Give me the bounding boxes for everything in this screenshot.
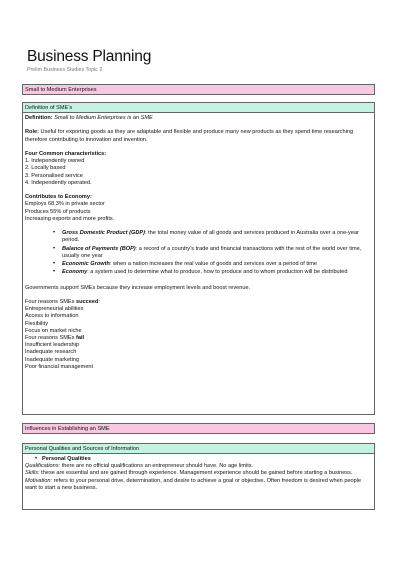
section-bar-sme: Small to Medium Enterprises [22,84,375,95]
term-gdp-text: : the total money value of all goods and services produced in Australia over a one-year period. [62,230,359,244]
fail-prefix: Four reasons SMEs [25,335,76,341]
economy-terms-list [25,230,372,276]
succeed-heading [25,299,372,306]
motivation-label: Motivation: [25,477,53,484]
list-item [62,246,372,260]
definition-text: Small to Medium Enterprises is an SME [54,115,153,121]
contributes-item: Increasing exports and more profits. [25,215,115,222]
term-growth-text: : when a nation increases the real value of goods and services over a period of time [109,261,317,267]
succeed-item: Access to information [25,313,79,320]
list-item [62,230,372,244]
contributes-heading: Contributes to Economy: [25,194,92,201]
contributes-item: Employs 68.3% in private sector [25,201,105,208]
term-bop: Balance of Payments (BOP) [62,245,136,252]
skills-paragraph [25,470,372,477]
personal-box [22,454,375,510]
fail-item: Insufficient leadership [25,342,80,349]
succeed-suffix: : [98,298,100,305]
qualifications-text: there are no official qualifications an entrepreneur should have. No age limits. [60,463,254,470]
succeed-item: Flexibility [25,320,49,327]
fail-item: Poor financial management [25,363,94,370]
characteristic-item: 1. Independently owned [25,158,85,165]
support-text: Governments support SMEs because they increase employment levels and boost revenue. [25,284,251,291]
succeed-prefix: Four reasons SMEs [25,298,76,305]
term-economy-text: : a system used to determine what to produce, how to produce and to whom production will be distributed [87,269,348,276]
role-text: Useful for exporting goods as they are adaptable and flexible and produce many new products as they spend time researching therefore contributing to innovation and invention. [25,129,354,143]
term-economy: Economy [62,269,88,276]
characteristic-item: 2. Locally based [25,165,66,172]
role-label: Role: [25,129,39,136]
list-item [42,456,372,463]
personal-list [25,456,372,463]
term-gdp: Gross Domestic Product (GDP) [62,230,145,237]
definition-label: Definition: [25,115,53,121]
term-growth: Economic Growth [62,261,110,267]
section-bar-definition: Definition of SME’s [22,102,375,113]
list-item [62,261,372,268]
fail-item: Inadequate marketing [25,356,80,363]
succeed-item: Focus on market niche [25,327,82,334]
page-subtitle: Prelim Business Studies Topic 2 [27,67,103,73]
succeed-item: Entrepreneurial abilities [25,306,84,313]
term-bop-text: : a record of a country’s trade and financial transactions with the rest of the world over time, usually one year [62,245,362,259]
definition-box [22,113,375,415]
motivation-text: refers to your personal drive, determination, and desire to achieve a goal or objective. Often freedom is desired when people want to start a new business. [25,477,362,491]
qualifications-paragraph [25,463,372,470]
section-bar-influences: Influences in Establishing an SME [22,423,375,434]
skills-text: these are essential and are gained through experience. Management experience should be gained before starting a business. [39,470,353,477]
skills-label: Skills: [25,470,40,477]
characteristic-item: 4. Independently operated. [25,179,92,186]
section-bar-personal: Personal Qualities and Sources of Information [22,443,375,454]
personal-qualities-bullet: Personal Qualities [42,456,91,462]
qualifications-label: Qualifications: [25,463,61,470]
role-paragraph [25,129,372,143]
characteristics-heading: Four Common characteristics: [25,150,107,157]
fail-item: Inadequate research [25,349,77,356]
list-item [62,269,372,276]
page-title: Business Planning [27,48,152,65]
succeed-word: succeed [75,298,99,305]
fail-word: fail [75,335,85,341]
definition-line [25,115,372,122]
contributes-item: Produces 55% of products [25,208,91,215]
motivation-paragraph [25,478,372,492]
characteristic-item: 3. Personalised service [25,172,83,179]
fail-heading [25,335,372,342]
